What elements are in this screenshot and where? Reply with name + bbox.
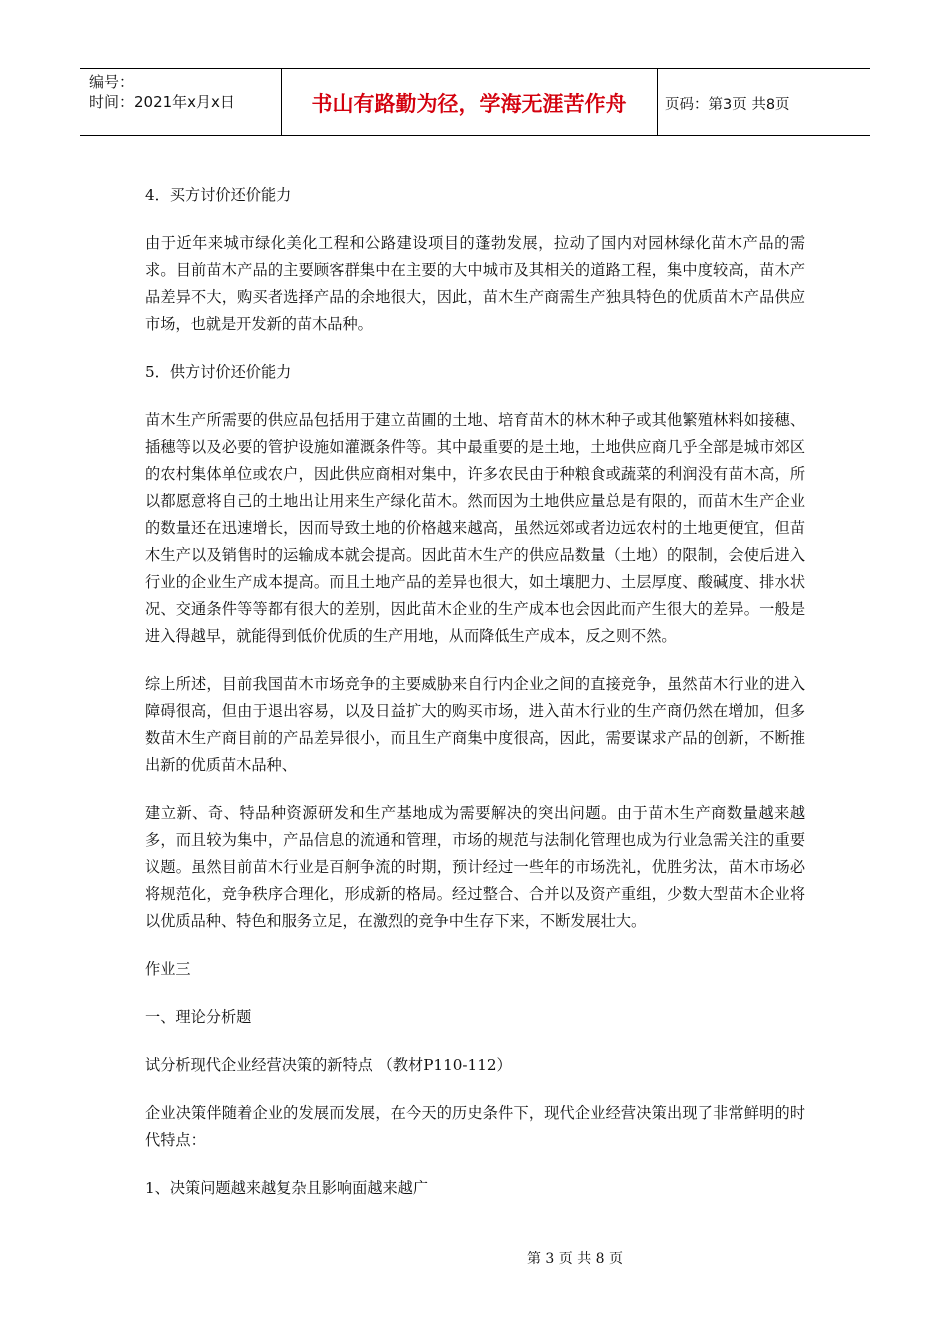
paragraph: 综上所述，目前我国苗木市场竞争的主要威胁来自行内企业之间的直接竞争，虽然苗木行业的进入障碍很高，但由于退出容易，以及日益扩大的购买市场，进入苗木行业的生产商仍然在增加，但多数苗木生产商目前的产品差异很小，而且生产商集中度很高，因此，需要谋求产品的创新，不断推出新的优质苗木品种、 <box>145 675 805 774</box>
paragraph: 苗木生产所需要的供应品包括用于建立苗圃的土地、培育苗木的林木种子或其他繁殖林料如接穗、插穗等以及必要的管护设施如灌溉条件等。其中最重要的是土地，土地供应商几乎全部是城市郊区的农村集体单位或农户，因此供应商相对集中，许多农民由于种粮食或蔬菜的利润没有苗木高，所以都愿意将自己的土地出让用来生产绿化苗木。然而因为土地供应量总是有限的，而苗木生产企业的数量还在迅速增长，因而导致土地的价格越来越高，虽然远郊或者边远农村的土地更便宜，但苗木生产以及销售时的运输成本就会提高。因此苗木生产的供应品数量（土地）的限制，会使后进入行业的企业生产成本提高。而且土地产品的差异也很大，如土壤肥力、土层厚度、酸碱度、排水状况、交通条件等等都有很大的差别，因此苗木企业的生产成本也会因此而产生很大的差异。一般是进入得越早，就能得到低价优质的生产用地，从而降低生产成本，反之则不然。 <box>145 411 805 645</box>
list-item: 1、决策问题越来越复杂且影响面越来越广 <box>145 1179 429 1197</box>
section-heading: 4．买方讨价还价能力 <box>145 186 292 204</box>
page-footer: 第 3 页 共 8 页 <box>526 1251 624 1267</box>
section-title: 一、理论分析题 <box>145 1008 252 1026</box>
paragraph: 企业决策伴随着企业的发展而发展，在今天的历史条件下，现代企业经营决策出现了非常鲜明的时代特点： <box>145 1104 805 1149</box>
section-heading: 5．供方讨价还价能力 <box>145 363 292 381</box>
doc-number-label: 编号： <box>89 73 135 91</box>
header-meta <box>89 72 235 112</box>
question: 试分析现代企业经营决策的新特点 （教材P110-112） <box>145 1056 512 1074</box>
assignment-title: 作业三 <box>145 960 191 978</box>
paragraph: 由于近年来城市绿化美化工程和公路建设项目的蓬勃发展，拉动了国内对园林绿化苗木产品的需求。目前苗木产品的主要顾客群集中在主要的大中城市及其相关的道路工程，集中度较高，苗木产品差异不大，购买者选择产品的余地很大，因此，苗木生产商需生产独具特色的优质苗木产品供应市场，也就是开发新的苗木品种。 <box>145 234 805 333</box>
paragraph: 建立新、奇、特品种资源研发和生产基地成为需要解决的突出问题。由于苗木生产商数量越来越多，而且较为集中，产品信息的流通和管理，市场的规范与法制化管理也成为行业急需关注的重要议题。虽然目前苗木行业是百舸争流的时期，预计经过一些年的市场洗礼，优胜劣汰，苗木市场必将规范化，竞争秩序合理化，形成新的格局。经过整合、合并以及资产重组，少数大型苗木企业将以优质品种、特色和服务立足，在激烈的竞争中生存下来，不断发展壮大。 <box>145 804 805 930</box>
header-motto: 书山有路勤为径，学海无涯苦作舟 <box>311 92 627 116</box>
header-divider <box>657 69 658 135</box>
date-line: 时间：2021年x月x日 <box>89 93 235 111</box>
header-table <box>80 68 870 136</box>
header-page-info: 页码：第3页 共8页 <box>665 96 790 113</box>
document-body <box>145 182 805 1202</box>
